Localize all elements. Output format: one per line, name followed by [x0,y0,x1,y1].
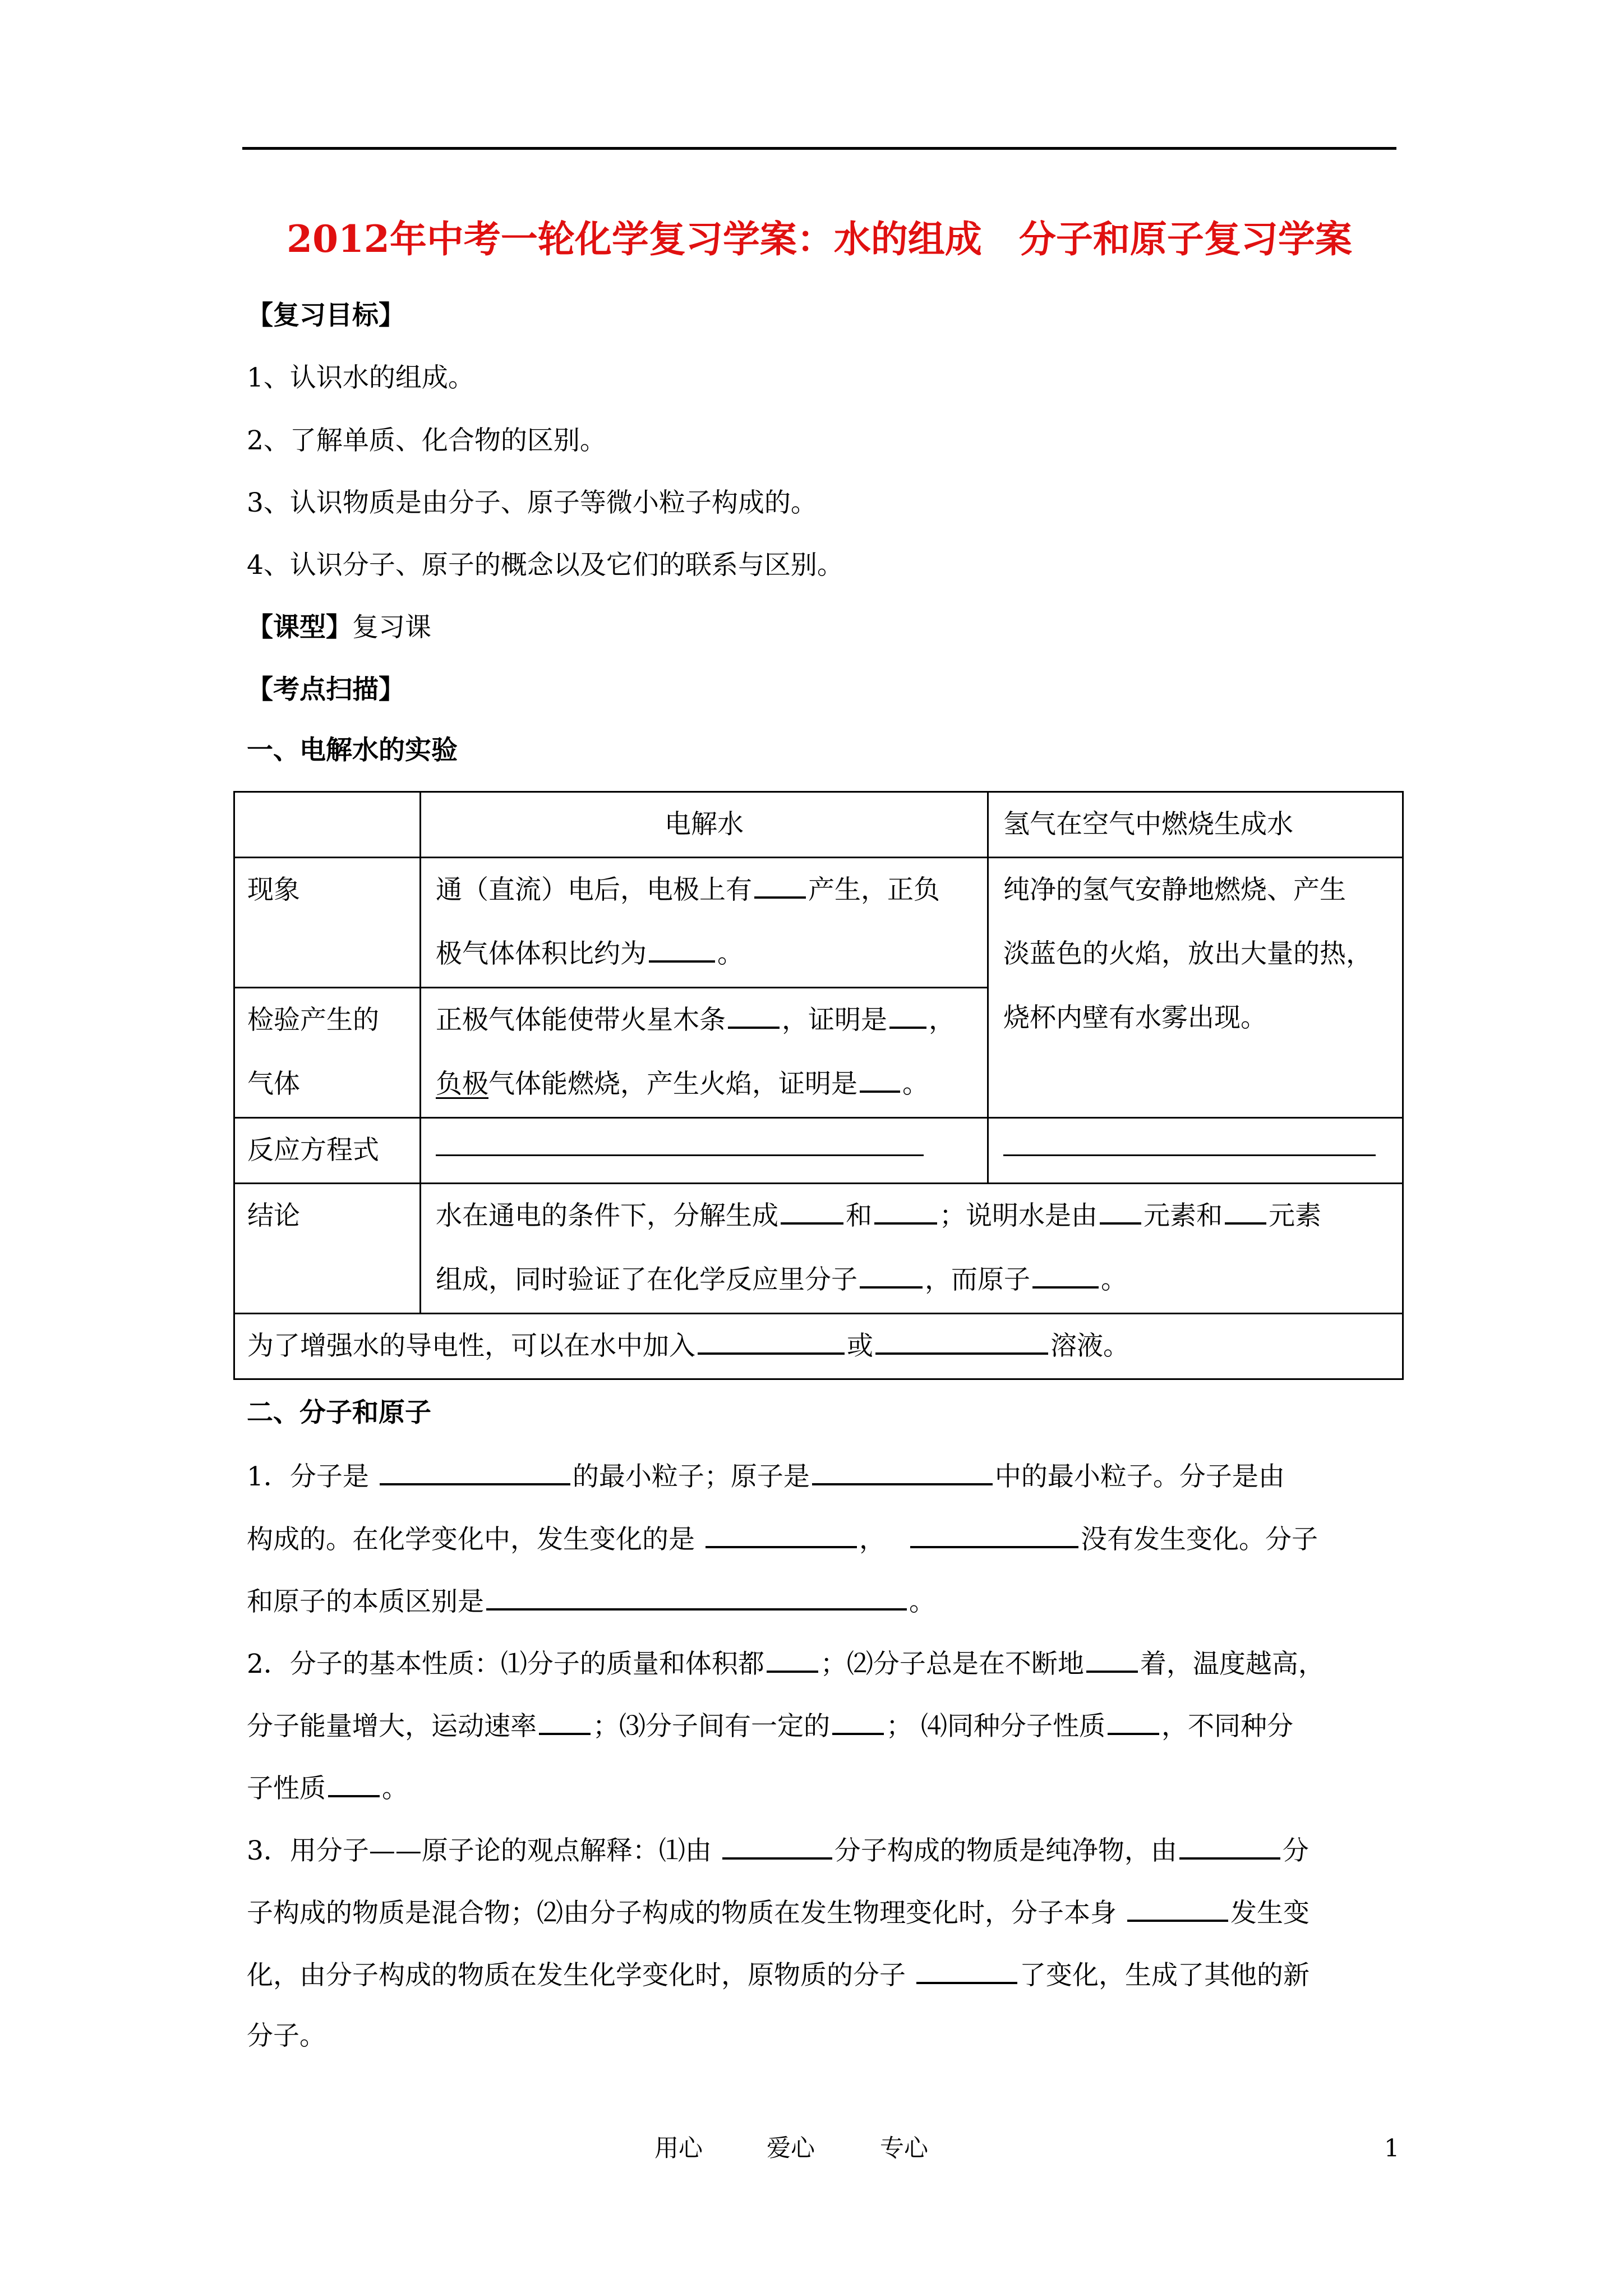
fill-blank [781,1198,843,1225]
fill-blank [832,1708,884,1735]
fill-blank [698,1328,845,1355]
fill-blank [1032,1262,1099,1289]
fill-blank [754,872,806,899]
fill-blank [812,1458,993,1485]
fill-blank [328,1770,380,1797]
goal-item: 4、认识分子、原子的概念以及它们的联系与区别。 [247,550,843,581]
table-row-conclusion [234,1184,1403,1314]
col-electrolysis: 电解水 [421,792,988,858]
table-row-phenomenon [234,858,1403,988]
fill-blank [910,1521,1078,1548]
fill-blank [1108,1708,1159,1735]
fill-blank [916,1957,1017,1984]
fill-blank [860,1262,923,1289]
burning-text: 纯净的氢气安静地燃烧、产生 淡蓝色的火焰，放出大量的热， 烧杯内壁有水雾出现。 [988,858,1403,1118]
fill-blank [380,1458,570,1485]
col-burning: 氢气在空气中燃烧生成水 [988,792,1403,858]
table-header-row [234,792,1403,858]
fill-blank [860,1066,900,1093]
fill-blank [1225,1198,1266,1225]
fill-blank [1100,1198,1141,1225]
fill-blank [706,1521,857,1548]
section2-heading: 二、分子和原子 [247,1397,431,1428]
row-label-phenomenon: 现象 [234,858,421,988]
row-label-test: 检验产生的 气体 [234,988,421,1118]
fill-blank [539,1708,591,1735]
goal-item: 1、认识水的组成。 [247,362,474,393]
lesson-type-label: 【课型】 [247,612,352,643]
fill-blank [728,1002,780,1029]
goal-item: 2、了解单质、化合物的区别。 [247,425,606,456]
header-rule [242,147,1396,150]
fill-blank [767,1646,818,1673]
fill-blank [889,1002,926,1029]
page-title: 2012年中考一轮化学复习学案：水的组成 分子和原子复习学案 [287,217,1352,261]
goal-item: 3、认识物质是由分子、原子等微小粒子构成的。 [247,487,817,518]
fill-blank [649,936,715,963]
fill-blank [1179,1833,1280,1860]
paragraph-2: 2．分子的基本性质：⑴分子的质量和体积都 ；⑵分子总是在不断地 着，温度越高， [247,1646,1325,1681]
equation-blank [436,1119,924,1156]
table-row-note [234,1314,1403,1379]
lesson-type [247,611,431,645]
lesson-type-value: 复习课 [352,612,431,643]
goals-heading: 【复习目标】 [247,300,405,331]
paragraph-3: 3．用分子——原子论的观点解释：⑴由 分子构成的物质是纯净物，由 分 [247,1833,1309,1868]
fill-blank [1086,1646,1138,1673]
scan-heading: 【考点扫描】 [247,674,405,705]
equation-blank [1003,1119,1376,1156]
note-text: 为了增强水的导电性，可以在水中加入 或 溶液。 [234,1314,1403,1379]
section1-heading: 一、电解水的实验 [247,735,458,766]
fill-blank [722,1833,832,1860]
page-number: 1 [1384,2134,1400,2162]
electrolysis-table [233,791,1404,1380]
phenomenon-text: 通（直流）电后，电极上有 产生，正负 极气体体积比约为 。 [421,858,988,988]
footer-left: 用心 [654,2134,703,2162]
row-label-conclusion: 结论 [234,1184,421,1314]
fill-blank [874,1198,937,1225]
footer-right: 专心 [880,2134,928,2162]
conclusion-text: 水在通电的条件下，分解生成 和 ；说明水是由 元素和 元素 组成，同时验证了在化学反应里分子 ，而原子 。 [421,1184,1403,1314]
fill-blank [1127,1895,1228,1922]
fill-blank [875,1328,1048,1355]
footer-middle: 爱心 [767,2134,815,2162]
paragraph-1: 1．分子是 的最小粒子；原子是 中的最小粒子。分子是由 [247,1458,1285,1494]
row-label-equation: 反应方程式 [234,1118,421,1184]
fill-blank [486,1584,907,1611]
test-text: 正极气体能使带火星木条 ，证明是 ， 负极气体能燃烧，产生火焰，证明是 。 [421,988,988,1118]
table-row-equation [234,1118,1403,1184]
